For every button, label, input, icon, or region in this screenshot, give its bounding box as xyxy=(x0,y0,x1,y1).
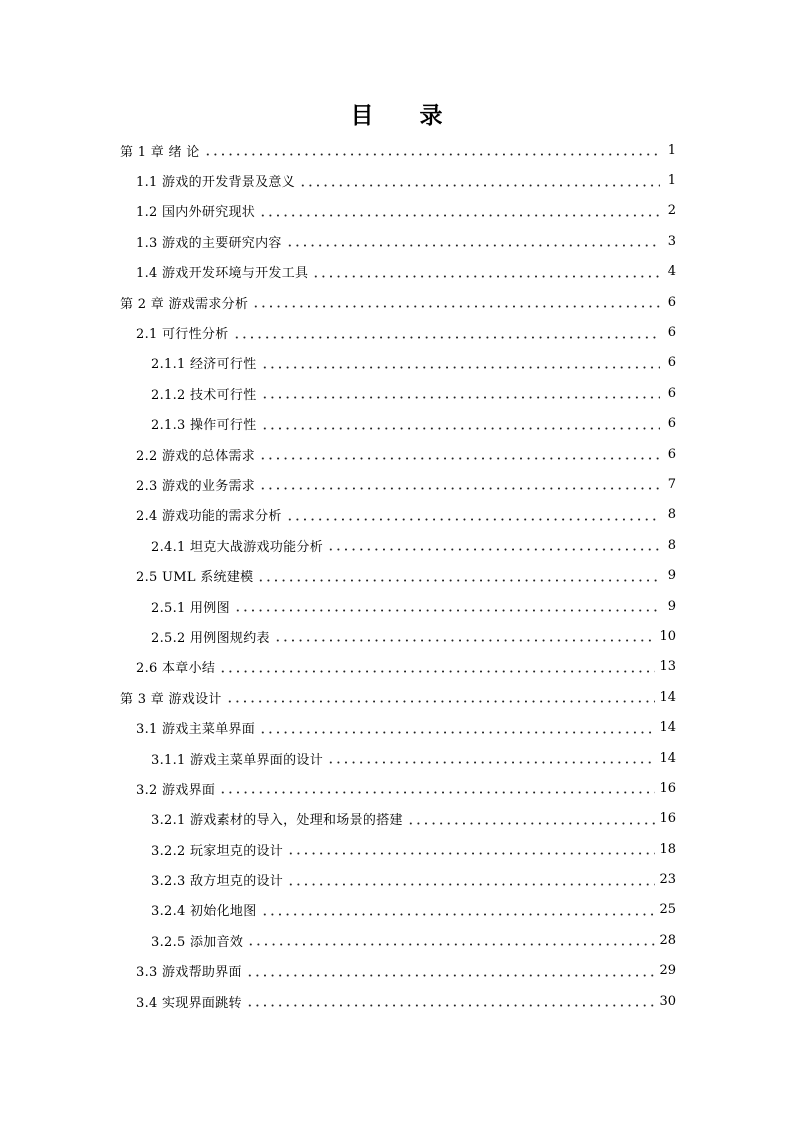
toc-dot-leader xyxy=(257,569,660,583)
toc-entry[interactable] xyxy=(120,165,676,195)
toc-dot-leader xyxy=(259,477,660,491)
toc-dot-leader xyxy=(261,356,660,370)
toc-entry[interactable] xyxy=(120,560,676,590)
toc-entry-page-number: 1 xyxy=(667,173,676,189)
toc-entry-label: 1.2 国内外研究现状 xyxy=(136,205,256,221)
toc-entry[interactable] xyxy=(120,804,676,834)
toc-entry-label: 3.2 游戏界面 xyxy=(136,782,216,798)
toc-entry-label: 3.1 游戏主菜单界面 xyxy=(136,722,256,738)
toc-dot-leader xyxy=(287,842,655,856)
toc-entry-page-number: 23 xyxy=(659,872,676,888)
toc-entry-label: 1.3 游戏的主要研究内容 xyxy=(136,235,282,251)
toc-entry-page-number: 8 xyxy=(667,507,676,523)
toc-dot-leader xyxy=(204,143,660,157)
toc-entry-page-number: 3 xyxy=(667,233,676,249)
toc-entry[interactable] xyxy=(120,226,676,256)
toc-entry-label: 2.2 游戏的总体需求 xyxy=(136,448,256,464)
toc-dot-leader xyxy=(286,234,660,248)
toc-entry-label: 2.5 UML 系统建模 xyxy=(136,570,254,586)
toc-entry-label: 2.1.1 经济可行性 xyxy=(151,357,257,373)
toc-dot-leader xyxy=(261,903,656,917)
toc-entry-page-number: 14 xyxy=(659,689,676,705)
toc-dot-leader xyxy=(259,204,660,218)
toc-entry[interactable] xyxy=(120,834,676,864)
toc-entry[interactable] xyxy=(120,864,676,894)
toc-entry-label: 3.2.2 玩家坦克的设计 xyxy=(151,843,284,859)
toc-entry-page-number: 29 xyxy=(659,963,676,979)
toc-entry[interactable] xyxy=(120,196,676,226)
toc-entry[interactable] xyxy=(120,135,676,165)
toc-entry[interactable] xyxy=(120,500,676,530)
toc-dot-leader xyxy=(261,417,660,431)
toc-entry-page-number: 6 xyxy=(667,385,676,401)
toc-entry-label: 3.2.3 敌方坦克的设计 xyxy=(151,874,284,890)
toc-dot-leader xyxy=(252,295,660,309)
toc-entry-label: 2.3 游戏的业务需求 xyxy=(136,478,256,494)
toc-entry[interactable] xyxy=(120,712,676,742)
toc-entry-label: 3.2.4 初始化地图 xyxy=(151,904,257,920)
toc-dot-leader xyxy=(327,751,655,765)
toc-dot-leader xyxy=(259,721,655,735)
toc-entry-label: 2.1.2 技术可行性 xyxy=(151,387,257,403)
toc-entry-page-number: 4 xyxy=(667,264,676,280)
toc-dot-leader xyxy=(246,964,656,978)
toc-dot-leader xyxy=(407,812,656,826)
toc-entry-page-number: 10 xyxy=(659,628,676,644)
toc-entry-page-number: 18 xyxy=(659,841,676,857)
toc-entry-label: 1.4 游戏开发环境与开发工具 xyxy=(136,266,309,282)
toc-entry-label: 2.5.2 用例图规约表 xyxy=(151,630,270,646)
toc-entry-page-number: 6 xyxy=(667,355,676,371)
toc-entry-page-number: 1 xyxy=(667,142,676,158)
toc-entry-page-number: 8 xyxy=(667,537,676,553)
toc-entry[interactable] xyxy=(120,530,676,560)
toc-entry-label: 2.4 游戏功能的需求分析 xyxy=(136,509,282,525)
toc-entry-page-number: 9 xyxy=(667,598,676,614)
toc-entry[interactable] xyxy=(120,925,676,955)
toc-entry[interactable] xyxy=(120,621,676,651)
toc-entry-label: 3.3 游戏帮助界面 xyxy=(136,965,242,981)
toc-entry-label: 3.2.1 游戏素材的导入，处理和场景的搭建 xyxy=(151,813,403,829)
toc-dot-leader xyxy=(219,781,655,795)
toc-dot-leader xyxy=(299,174,660,188)
toc-entry[interactable] xyxy=(120,956,676,986)
toc-entry-page-number: 7 xyxy=(667,476,676,492)
toc-entry-page-number: 6 xyxy=(667,325,676,341)
toc-entry[interactable] xyxy=(120,986,676,1016)
toc-entry[interactable] xyxy=(120,652,676,682)
toc-entry-page-number: 14 xyxy=(659,750,676,766)
page-title: 目 录 xyxy=(350,103,462,129)
toc-entry-label: 2.4.1 坦克大战游戏功能分析 xyxy=(151,539,324,555)
toc-entry-page-number: 2 xyxy=(667,203,676,219)
toc-entry-label: 2.1.3 操作可行性 xyxy=(151,418,257,434)
toc-entry-label: 3.4 实现界面跳转 xyxy=(136,995,242,1011)
toc-dot-leader xyxy=(312,265,660,279)
toc-entry-page-number: 25 xyxy=(659,902,676,918)
toc-entry-label: 2.6 本章小结 xyxy=(136,661,216,677)
toc-entry-label: 3.1.1 游戏主菜单界面的设计 xyxy=(151,752,324,768)
toc-entry[interactable] xyxy=(120,317,676,347)
toc-dot-leader xyxy=(286,508,660,522)
toc-entry-label: 3.2.5 添加音效 xyxy=(151,934,244,950)
toc-entry-page-number: 6 xyxy=(667,294,676,310)
toc-dot-leader xyxy=(274,629,656,643)
table-of-contents xyxy=(120,135,676,1016)
toc-dot-leader xyxy=(246,994,656,1008)
toc-dot-leader xyxy=(247,933,655,947)
toc-entry[interactable] xyxy=(120,348,676,378)
toc-entry[interactable] xyxy=(120,895,676,925)
toc-entry[interactable] xyxy=(120,682,676,712)
toc-entry[interactable] xyxy=(120,378,676,408)
toc-dot-leader xyxy=(327,538,660,552)
toc-dot-leader xyxy=(226,690,656,704)
toc-entry-page-number: 16 xyxy=(659,780,676,796)
toc-entry-page-number: 6 xyxy=(667,446,676,462)
toc-entry[interactable] xyxy=(120,773,676,803)
toc-entry-page-number: 28 xyxy=(659,932,676,948)
toc-entry[interactable] xyxy=(120,409,676,439)
toc-dot-leader xyxy=(261,386,660,400)
toc-entry[interactable] xyxy=(120,287,676,317)
toc-entry-label: 第 2 章 游戏需求分析 xyxy=(120,296,249,312)
toc-dot-leader xyxy=(259,447,660,461)
toc-dot-leader xyxy=(287,873,655,887)
toc-entry[interactable] xyxy=(120,439,676,469)
toc-entry-page-number: 14 xyxy=(659,720,676,736)
toc-dot-leader xyxy=(234,599,660,613)
toc-entry-page-number: 30 xyxy=(659,993,676,1009)
toc-dot-leader xyxy=(233,326,660,340)
toc-entry[interactable] xyxy=(120,469,676,499)
toc-entry-page-number: 9 xyxy=(667,568,676,584)
toc-entry-label: 2.5.1 用例图 xyxy=(151,600,230,616)
toc-entry-page-number: 16 xyxy=(659,811,676,827)
toc-entry-label: 第 3 章 游戏设计 xyxy=(120,691,222,707)
toc-entry-label: 2.1 可行性分析 xyxy=(136,327,229,343)
toc-entry[interactable] xyxy=(120,591,676,621)
toc-entry[interactable] xyxy=(120,743,676,773)
toc-entry-page-number: 6 xyxy=(667,416,676,432)
toc-entry-page-number: 13 xyxy=(659,659,676,675)
toc-entry-label: 第 1 章 绪 论 xyxy=(120,144,200,160)
toc-entry[interactable] xyxy=(120,257,676,287)
toc-dot-leader xyxy=(219,660,655,674)
toc-entry-label: 1.1 游戏的开发背景及意义 xyxy=(136,175,296,191)
